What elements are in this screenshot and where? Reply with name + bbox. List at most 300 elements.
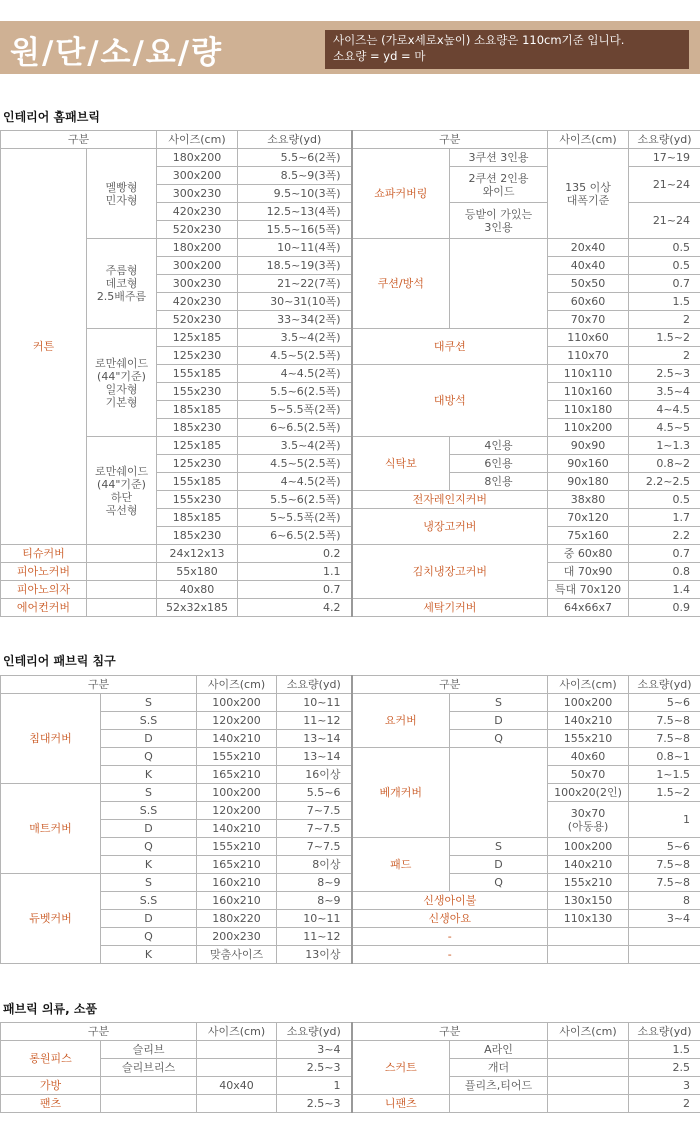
size-cell: 110x130	[548, 910, 629, 928]
item-name: 피아노의자	[1, 581, 87, 599]
amount-cell: 0.7	[238, 581, 352, 599]
amount-cell: 4~4.5(2폭)	[238, 365, 352, 383]
sofa-type: 2쿠션 2인용 와이드	[450, 167, 548, 203]
size-code: Q	[101, 748, 197, 766]
size-cell: 155x210	[197, 748, 277, 766]
table-row	[1, 892, 700, 910]
section-title-bedding: 인테리어 패브릭 침구	[3, 654, 116, 668]
size-cell: 중 60x80	[548, 545, 629, 563]
size-code: K	[101, 856, 197, 874]
curtain-type: 주름형 데코형 2.5배주름	[87, 239, 157, 329]
blank-cell	[548, 1041, 629, 1059]
blank-cell	[87, 563, 157, 581]
amount-cell: 10~11	[277, 910, 352, 928]
column-header: 사이즈(cm)	[548, 676, 629, 694]
table-row	[1, 910, 700, 928]
size-cell: 110x60	[548, 329, 629, 347]
size-cell: 100x200	[548, 694, 629, 712]
blank-cell	[450, 239, 548, 329]
amount-cell: 7~7.5	[277, 838, 352, 856]
size-cell: 125x185	[157, 437, 238, 455]
table-row	[1, 874, 700, 892]
size-code: S	[101, 784, 197, 802]
amount-cell: 21~22(7폭)	[238, 275, 352, 293]
amount-cell: 11~12	[277, 928, 352, 946]
size-cell: 110x160	[548, 383, 629, 401]
size-cell: 160x210	[197, 892, 277, 910]
style-cell: 플리츠,티어드	[450, 1077, 548, 1095]
size-cell: 75x160	[548, 527, 629, 545]
category-washer-cover: 세탁기커버	[352, 599, 548, 617]
amount-cell: 1.1	[238, 563, 352, 581]
table-row	[1, 1095, 700, 1113]
amount-cell: 8~9	[277, 874, 352, 892]
seat-cell: 6인용	[450, 455, 548, 473]
amount-cell: 8~9	[277, 892, 352, 910]
blank-cell	[548, 928, 629, 946]
size-cell: 155x185	[157, 365, 238, 383]
amount-cell: 2.2	[629, 527, 700, 545]
size-cell: 155x210	[197, 838, 277, 856]
size-cell: 130x150	[548, 892, 629, 910]
column-header: 구분	[352, 131, 548, 149]
amount-cell: 3.5~4	[629, 383, 700, 401]
amount-cell: 9.5~10(3폭)	[238, 185, 352, 203]
amount-cell: 2.5~3	[277, 1095, 352, 1113]
size-cell: 40x80	[157, 581, 238, 599]
size-code: D	[101, 820, 197, 838]
size-code: S	[450, 838, 548, 856]
size-cell: 140x210	[197, 820, 277, 838]
amount-cell: 7.5~8	[629, 874, 700, 892]
table-row	[1, 766, 700, 784]
amount-cell: 1.4	[629, 581, 700, 599]
blank-cell	[101, 1077, 197, 1095]
column-header: 소요량(yd)	[238, 131, 352, 149]
size-cell: 40x60	[548, 748, 629, 766]
table-row	[1, 784, 700, 802]
amount-cell: 4.5~5(2.5폭)	[238, 455, 352, 473]
amount-cell: 5~6	[629, 694, 700, 712]
category-curtain: 커튼	[1, 149, 87, 545]
amount-cell: 7.5~8	[629, 712, 700, 730]
column-header: 사이즈(cm)	[157, 131, 238, 149]
table-row	[1, 1059, 700, 1077]
amount-cell: 2.5	[629, 1059, 700, 1077]
header-row	[1, 131, 700, 149]
size-cell: 110x70	[548, 347, 629, 365]
blank-cell	[548, 1077, 629, 1095]
amount-cell: 0.8	[629, 563, 700, 581]
amount-cell: 18.5~19(3폭)	[238, 257, 352, 275]
amount-cell: 3~4	[629, 910, 700, 928]
size-code: Q	[101, 928, 197, 946]
amount-cell: 11~12	[277, 712, 352, 730]
column-header: 구분	[1, 1023, 197, 1041]
category-long-dress: 롱원피스	[1, 1041, 101, 1077]
size-cell: 520x230	[157, 221, 238, 239]
category-baby-mat: 신생아요	[352, 910, 548, 928]
size-code: S.S	[101, 712, 197, 730]
column-header: 사이즈(cm)	[548, 1023, 629, 1041]
item-name: 에어컨커버	[1, 599, 87, 617]
sofa-amount: 17~19	[629, 149, 700, 167]
size-cell: 110x110	[548, 365, 629, 383]
category-yo-cover: 요커버	[352, 694, 450, 748]
amount-cell: 10~11	[277, 694, 352, 712]
size-cell: 40x40	[548, 257, 629, 275]
category-large-mat: 대방석	[352, 365, 548, 437]
amount-cell: 7~7.5	[277, 802, 352, 820]
amount-cell: 30~31(10폭)	[238, 293, 352, 311]
size-code: D	[450, 712, 548, 730]
column-header: 소요량(yd)	[277, 676, 352, 694]
amount-cell: 3	[629, 1077, 700, 1095]
amount-cell: 2.2~2.5	[629, 473, 700, 491]
size-code: S.S	[101, 892, 197, 910]
size-code: S	[450, 694, 548, 712]
amount-cell: 0.9	[629, 599, 700, 617]
amount-cell: 1.5~2	[629, 329, 700, 347]
table-row	[1, 239, 700, 257]
amount-cell: 5~5.5폭(2폭)	[238, 509, 352, 527]
amount-cell: 13~14	[277, 748, 352, 766]
size-cell: 155x230	[157, 491, 238, 509]
amount-cell: 1	[629, 802, 700, 838]
category-sofa-cover: 쇼파커버링	[352, 149, 450, 239]
category-knee-pants: 니팬츠	[352, 1095, 450, 1113]
unit-note-line2: 소요량 = yd = 마	[333, 49, 426, 63]
curtain-type: 로만쉐이드 (44"기준) 일자형 기본형	[87, 329, 157, 437]
size-cell: 90x90	[548, 437, 629, 455]
amount-cell: 8이상	[277, 856, 352, 874]
column-header: 소요량(yd)	[629, 1023, 700, 1041]
size-cell: 대 70x90	[548, 563, 629, 581]
amount-cell: 5.5~6(2.5폭)	[238, 491, 352, 509]
style-cell: 개더	[450, 1059, 548, 1077]
column-header: 사이즈(cm)	[197, 1023, 277, 1041]
size-cell: 100x200	[197, 784, 277, 802]
category-duvet-cover: 듀벳커버	[1, 874, 101, 964]
table-row	[1, 437, 700, 455]
table-row	[1, 856, 700, 874]
table-row	[1, 694, 700, 712]
blank-cell	[87, 581, 157, 599]
size-cell: 160x210	[197, 874, 277, 892]
size-cell: 165x210	[197, 766, 277, 784]
size-code: D	[101, 910, 197, 928]
size-cell: 100x200	[197, 694, 277, 712]
table-row	[1, 149, 700, 167]
category-baby-blanket: 신생아이불	[352, 892, 548, 910]
category-mattress-cover: 매트커버	[1, 784, 101, 874]
blank-cell	[450, 748, 548, 838]
size-cell: 125x230	[157, 455, 238, 473]
sofa-type: 등받이 가있는 3인용	[450, 203, 548, 239]
amount-cell: 1.5	[629, 293, 700, 311]
size-cell: 125x185	[157, 329, 238, 347]
table-row	[1, 928, 700, 946]
amount-cell: 3.5~4(2폭)	[238, 437, 352, 455]
size-cell: 155x210	[548, 874, 629, 892]
blank-cell	[197, 1095, 277, 1113]
size-cell: 110x180	[548, 401, 629, 419]
size-cell: 특대 70x120	[548, 581, 629, 599]
header-row	[1, 1023, 700, 1041]
category-large-cushion: 대쿠션	[352, 329, 548, 365]
column-header: 구분	[1, 676, 197, 694]
amount-cell: 5~5.5폭(2폭)	[238, 401, 352, 419]
amount-cell: 1~1.3	[629, 437, 700, 455]
size-cell: 155x230	[157, 383, 238, 401]
size-cell: 100x20(2인)	[548, 784, 629, 802]
amount-cell: 6~6.5(2.5폭)	[238, 419, 352, 437]
style-cell: 슬리브	[101, 1041, 197, 1059]
size-code: S.S	[101, 802, 197, 820]
size-cell: 140x210	[548, 712, 629, 730]
size-cell: 52x32x185	[157, 599, 238, 617]
size-cell: 20x40	[548, 239, 629, 257]
column-header: 구분	[352, 676, 548, 694]
amount-cell: 0.7	[629, 545, 700, 563]
size-cell: 300x230	[157, 275, 238, 293]
amount-cell: 10~11(4폭)	[238, 239, 352, 257]
size-cell: 300x200	[157, 257, 238, 275]
amount-cell: 5~6	[629, 838, 700, 856]
seat-cell: 4인용	[450, 437, 548, 455]
amount-cell: 5.5~6(2.5폭)	[238, 383, 352, 401]
blank-cell	[629, 946, 700, 964]
amount-cell: 1.5~2	[629, 784, 700, 802]
column-header: 사이즈(cm)	[548, 131, 629, 149]
amount-cell: 2.5~3	[277, 1059, 352, 1077]
blank-cell	[87, 545, 157, 563]
size-cell: 185x185	[157, 401, 238, 419]
amount-cell: 2	[629, 1095, 700, 1113]
amount-cell: 0.8~1	[629, 748, 700, 766]
column-header: 구분	[1, 131, 157, 149]
column-header: 구분	[352, 1023, 548, 1041]
size-code: Q	[450, 730, 548, 748]
amount-cell: 6~6.5(2.5폭)	[238, 527, 352, 545]
size-code: K	[101, 946, 197, 964]
amount-cell: 7.5~8	[629, 730, 700, 748]
size-cell: 140x210	[197, 730, 277, 748]
amount-cell: 4.2	[238, 599, 352, 617]
blank-cell	[197, 1059, 277, 1077]
category-skirt: 스커트	[352, 1041, 450, 1095]
amount-cell: 0.5	[629, 491, 700, 509]
size-cell: 70x120	[548, 509, 629, 527]
size-cell: 185x230	[157, 527, 238, 545]
size-cell: 165x210	[197, 856, 277, 874]
size-cell: 38x80	[548, 491, 629, 509]
amount-cell: 4.5~5	[629, 419, 700, 437]
size-cell: 맞춤사이즈	[197, 946, 277, 964]
blank-cell	[101, 1095, 197, 1113]
table-row	[1, 748, 700, 766]
size-code: K	[101, 766, 197, 784]
category-pants: 팬츠	[1, 1095, 101, 1113]
sofa-type: 3쿠션 3인용	[450, 149, 548, 167]
curtain-type: 멜빵형 민자형	[87, 149, 157, 239]
size-cell: 125x230	[157, 347, 238, 365]
amount-cell: 2	[629, 311, 700, 329]
amount-cell: 4~4.5	[629, 401, 700, 419]
blank-cell	[87, 599, 157, 617]
size-cell: 100x200	[548, 838, 629, 856]
size-code: S	[101, 874, 197, 892]
table-row	[1, 712, 700, 730]
size-cell: 24x12x13	[157, 545, 238, 563]
amount-cell: 8.5~9(3폭)	[238, 167, 352, 185]
blank-cell	[197, 1041, 277, 1059]
size-code: S	[101, 694, 197, 712]
table-row	[1, 946, 700, 964]
blank-cell	[548, 946, 629, 964]
unit-note	[325, 30, 689, 69]
table-row	[1, 730, 700, 748]
amount-cell: 33~34(2폭)	[238, 311, 352, 329]
sofa-amount: 21~24	[629, 167, 700, 203]
amount-cell: 3~4	[277, 1041, 352, 1059]
size-cell: 110x200	[548, 419, 629, 437]
blank-cell	[450, 1095, 548, 1113]
table-row	[1, 563, 700, 581]
sofa-size: 135 이상 대폭기준	[548, 149, 629, 239]
size-code: D	[101, 730, 197, 748]
size-cell: 155x185	[157, 473, 238, 491]
category-bag: 가방	[1, 1077, 101, 1095]
amount-cell: 13이상	[277, 946, 352, 964]
column-header: 소요량(yd)	[277, 1023, 352, 1041]
size-cell: 180x200	[157, 149, 238, 167]
section-title-clothing: 패브릭 의류, 소품	[3, 1002, 98, 1016]
amount-cell: 7.5~8	[629, 856, 700, 874]
table-row	[1, 581, 700, 599]
amount-cell: 2.5~3	[629, 365, 700, 383]
clothing-table	[0, 1022, 700, 1113]
size-cell: 50x70	[548, 766, 629, 784]
amount-cell: 0.7	[629, 275, 700, 293]
style-cell: A라인	[450, 1041, 548, 1059]
size-cell: 70x70	[548, 311, 629, 329]
size-cell: 185x185	[157, 509, 238, 527]
table-row	[1, 545, 700, 563]
size-cell: 90x160	[548, 455, 629, 473]
column-header: 사이즈(cm)	[197, 676, 277, 694]
size-code: Q	[101, 838, 197, 856]
home-fabric-table	[0, 130, 700, 617]
category-pad: 패드	[352, 838, 450, 892]
blank-cell	[548, 1095, 629, 1113]
amount-cell: 12.5~13(4폭)	[238, 203, 352, 221]
page-title: 원/단/소/요/량	[10, 35, 224, 71]
section-title-home-fabric: 인테리어 홈패브릭	[3, 110, 100, 124]
style-cell: 슬리브리스	[101, 1059, 197, 1077]
table-row	[1, 802, 700, 820]
size-cell: 120x200	[197, 802, 277, 820]
size-cell: 300x230	[157, 185, 238, 203]
category-kimchi-fridge-cover: 김치냉장고커버	[352, 545, 548, 599]
size-cell: 185x230	[157, 419, 238, 437]
amount-cell: 7~7.5	[277, 820, 352, 838]
column-header: 소요량(yd)	[629, 676, 700, 694]
amount-cell: 0.5	[629, 257, 700, 275]
sofa-amount: 21~24	[629, 203, 700, 239]
size-code: Q	[450, 874, 548, 892]
amount-cell: 13~14	[277, 730, 352, 748]
curtain-type: 로만쉐이드 (44"기준) 하단 곡선형	[87, 437, 157, 545]
size-cell: 30x70 (아동용)	[548, 802, 629, 838]
category-pillow-cover: 베개커버	[352, 748, 450, 838]
amount-cell: 3.5~4(2폭)	[238, 329, 352, 347]
size-cell: 50x50	[548, 275, 629, 293]
table-row	[1, 1077, 700, 1095]
size-cell: 55x180	[157, 563, 238, 581]
size-cell: 420x230	[157, 203, 238, 221]
size-code: D	[450, 856, 548, 874]
size-cell: 420x230	[157, 293, 238, 311]
amount-cell: 0.5	[629, 239, 700, 257]
amount-cell: 15.5~16(5폭)	[238, 221, 352, 239]
size-cell: 40x40	[197, 1077, 277, 1095]
table-row	[1, 329, 700, 347]
amount-cell: 5.5~6	[277, 784, 352, 802]
column-header: 소요량(yd)	[629, 131, 700, 149]
size-cell: 520x230	[157, 311, 238, 329]
dash-cell: -	[352, 946, 548, 964]
amount-cell: 0.2	[238, 545, 352, 563]
size-cell: 200x230	[197, 928, 277, 946]
amount-cell: 4~4.5(2폭)	[238, 473, 352, 491]
table-row	[1, 838, 700, 856]
category-tablecloth: 식탁보	[352, 437, 450, 491]
amount-cell: 0.8~2	[629, 455, 700, 473]
category-fridge-cover: 냉장고커버	[352, 509, 548, 545]
category-microwave-cover: 전자레인지커버	[352, 491, 548, 509]
seat-cell: 8인용	[450, 473, 548, 491]
size-cell: 140x210	[548, 856, 629, 874]
table-row	[1, 599, 700, 617]
size-cell: 155x210	[548, 730, 629, 748]
blank-cell	[548, 1059, 629, 1077]
item-name: 피아노커버	[1, 563, 87, 581]
size-cell: 180x220	[197, 910, 277, 928]
category-cushion: 쿠션/방석	[352, 239, 450, 329]
size-cell: 64x66x7	[548, 599, 629, 617]
size-cell: 90x180	[548, 473, 629, 491]
amount-cell: 5.5~6(2폭)	[238, 149, 352, 167]
table-row	[1, 1041, 700, 1059]
amount-cell: 16이상	[277, 766, 352, 784]
size-cell: 120x200	[197, 712, 277, 730]
header-banner	[0, 21, 700, 74]
amount-cell: 1~1.5	[629, 766, 700, 784]
bedding-table	[0, 675, 700, 964]
size-cell: 60x60	[548, 293, 629, 311]
amount-cell: 8	[629, 892, 700, 910]
header-row	[1, 676, 700, 694]
amount-cell: 1	[277, 1077, 352, 1095]
size-cell: 300x200	[157, 167, 238, 185]
size-cell: 180x200	[157, 239, 238, 257]
amount-cell: 1.7	[629, 509, 700, 527]
unit-note-line1: 사이즈는 (가로x세로x높이) 소요량은 110cm기준 입니다.	[333, 33, 625, 47]
blank-cell	[629, 928, 700, 946]
dash-cell: -	[352, 928, 548, 946]
amount-cell: 2	[629, 347, 700, 365]
